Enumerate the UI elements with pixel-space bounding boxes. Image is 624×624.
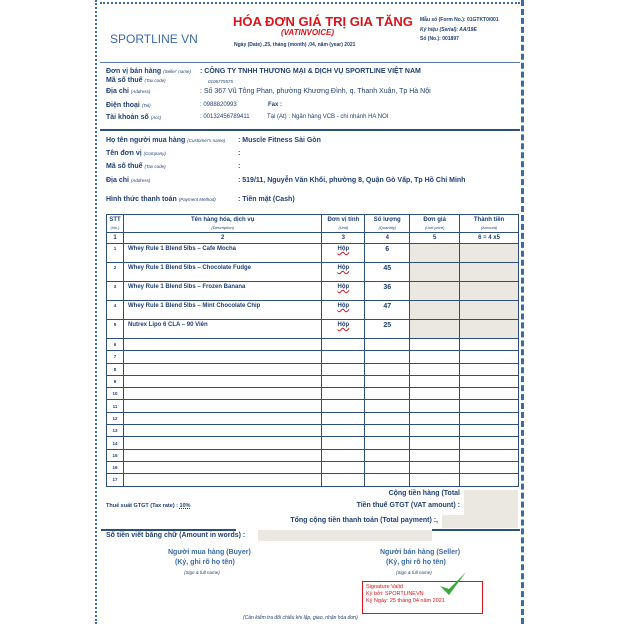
table-row: 13	[107, 425, 519, 437]
table-row: 3 Whey Rule 1 Blend 5lbs – Frozen Banana Hộp 36	[107, 282, 519, 301]
buyer-company-label-en: (Company)	[143, 151, 166, 156]
seller-account: : 00132456789411	[200, 114, 250, 120]
form-no: Mẫu số (Form No.): 01GTKT0/001	[420, 17, 499, 23]
buyer-company-label: Tên đơn vị	[106, 150, 142, 157]
payment-label: Hình thức thanh toán	[106, 196, 177, 203]
col-unit: Đơn vị tính (Unit)	[322, 215, 365, 233]
amount-words	[258, 530, 432, 541]
buyer-tax-label-en: (Tax code)	[144, 164, 166, 169]
seller-sign-instruction: (Ký, ghi rõ họ tên)	[386, 559, 446, 566]
total-payment	[442, 515, 518, 528]
divider	[432, 529, 520, 531]
seller-tax: 0106775575	[208, 79, 234, 84]
payment-method: : Tiền mặt (Cash)	[238, 196, 295, 203]
top-border	[100, 2, 520, 5]
buyer-sign-label: Người mua hàng (Buyer)	[168, 549, 251, 556]
subtotal-value	[464, 490, 518, 504]
seller-address-label: Địa chỉ	[106, 88, 129, 95]
buyer-address: : 519/11, Nguyễn Văn Khối, phường 8, Quận Gò Vấp, Tp Hồ Chí Minh	[238, 177, 466, 184]
table-row: 15	[107, 449, 519, 461]
table-row: 16	[107, 461, 519, 473]
seller-phone: : 0988820993	[200, 102, 237, 108]
table-header-row	[107, 215, 519, 233]
seller-bank: Ngân hàng VCB - chi nhánh HA NOI	[291, 114, 389, 120]
buyer-address-label: Địa chỉ	[106, 177, 129, 184]
payment-label-en: (Payment Method)	[178, 197, 216, 202]
brand-name: SPORTLINE VN	[110, 32, 198, 46]
buyer-tax: :	[238, 163, 241, 170]
table-row: 5 Nutrex Lipo 6 CLA – 90 Viên Hộp 25	[107, 320, 519, 339]
left-border	[95, 0, 98, 624]
buyer-address-label-en: (Address)	[130, 178, 151, 183]
subtotal-label: Cộng tiền hàng (Total	[388, 490, 460, 497]
amount-words-label: Số tiền viết bằng chữ (Amount in words) :	[106, 532, 246, 539]
seller-name-label-en: (Seller' name)	[163, 69, 191, 74]
invoice-date: Ngày (Date) ,25, tháng (month) ,04, năm (year) 2021	[234, 42, 356, 48]
seller-sign-en: (Sign & full name)	[396, 570, 432, 575]
buyer-sign-en: (Sign & full name)	[184, 570, 220, 575]
table-row: 8	[107, 363, 519, 375]
fax-label: Fax :	[268, 102, 283, 108]
table-row: 7	[107, 351, 519, 363]
col-description: Tên hàng hóa, dịch vụ (Description)	[123, 215, 321, 233]
seller-tax-label: Mã số thuế	[106, 77, 143, 84]
col-quantity: Số lượng (Quantity)	[365, 215, 410, 233]
buyer-name-label: Họ tên người mua hàng	[106, 137, 186, 144]
items-table	[106, 214, 519, 487]
buyer-company: :	[238, 150, 241, 157]
checkmark-icon	[438, 570, 468, 598]
table-row: 14	[107, 437, 519, 449]
seller-name: : CÔNG TY TNHH THƯƠNG MẠI & DỊCH VỤ SPORTLINE VIỆT NAM	[200, 68, 421, 75]
col-no: STT (No.)	[107, 215, 124, 233]
tax-rate-label: Thuế suất GTGT (Tax rate) :	[106, 503, 179, 509]
signed-date: Ký Ngày: 25 tháng 04 năm 2021	[366, 598, 445, 604]
footer-note: (Cần kiểm tra đối chiếu khi lập, giao, nhận hóa đơn)	[243, 615, 358, 621]
table-row: 12	[107, 412, 519, 424]
table-row: 9	[107, 375, 519, 387]
seller-phone-label: Điện thoại	[106, 102, 140, 109]
seller-tax-label-en: (Tax code)	[144, 78, 166, 83]
table-row: 10	[107, 388, 519, 400]
buyer-tax-label: Mã số thuế	[106, 163, 143, 170]
right-border	[521, 0, 525, 624]
seller-address-label-en: (Address)	[130, 89, 151, 94]
signed-by: Ký bởi: SPORTLINEVN	[366, 591, 424, 597]
invoice-subtitle: (VATINVOICE)	[281, 28, 335, 37]
col-amount: Thành tiền (Amount)	[460, 215, 519, 233]
seller-address: : Số 367 Vũ Tông Phan, phường Khương Đình, q. Thanh Xuân, Tp Hà Nội	[200, 88, 431, 95]
invoice-title: HÓA ĐƠN GIÁ TRỊ GIA TĂNG	[233, 14, 413, 29]
table-row: 1 Whey Rule 1 Blend 5lbs – Cafe Mocha Hộp 6	[107, 244, 519, 263]
divider	[101, 529, 236, 531]
seller-sign-label: Người bán hàng (Seller)	[380, 549, 461, 556]
serial: Ký hiệu (Serial): AA/19E	[420, 27, 477, 33]
divider	[100, 129, 520, 131]
signature-valid: Signature Valid	[366, 584, 403, 590]
table-row: 2 Whey Rule 1 Blend 5lbs – Chocolate Fudge Hộp 45	[107, 263, 519, 282]
seller-account-label-en: (Acc)	[150, 115, 162, 120]
index-row: 1 2 3 4 5 6 = 4 x5	[107, 233, 519, 244]
buyer-sign-instruction: (Ký, ghi rõ họ tên)	[175, 559, 235, 566]
col-unit-price: Đơn giá (Unit price)	[410, 215, 460, 233]
table-row: 11	[107, 400, 519, 412]
table-row: 17	[107, 474, 519, 486]
buyer-name-label-en: (Customer's name)	[187, 138, 226, 143]
invoice-number: Số (No.): 001897	[420, 36, 459, 42]
tax-rate: 10%	[179, 503, 191, 509]
total-payment-label: Tổng cộng tiền thanh toán (Total payment) :,	[290, 517, 438, 524]
table-row: 4 Whey Rule 1 Blend 5lbs – Mint Chocolate Chip Hộp 47	[107, 301, 519, 320]
seller-phone-label-en: (Tel)	[141, 103, 151, 108]
vat-label: Tiền thuế GTGT (VAT amount) :	[356, 502, 460, 509]
divider	[100, 62, 520, 63]
seller-name-label: Đơn vị bán hàng	[106, 68, 162, 75]
seller-account-label: Tài khoản số	[106, 114, 149, 121]
table-row: 6	[107, 339, 519, 351]
bank-label: Tại (At) :	[267, 114, 291, 120]
buyer-name: : Muscle Fitness Sài Gòn	[238, 137, 321, 144]
